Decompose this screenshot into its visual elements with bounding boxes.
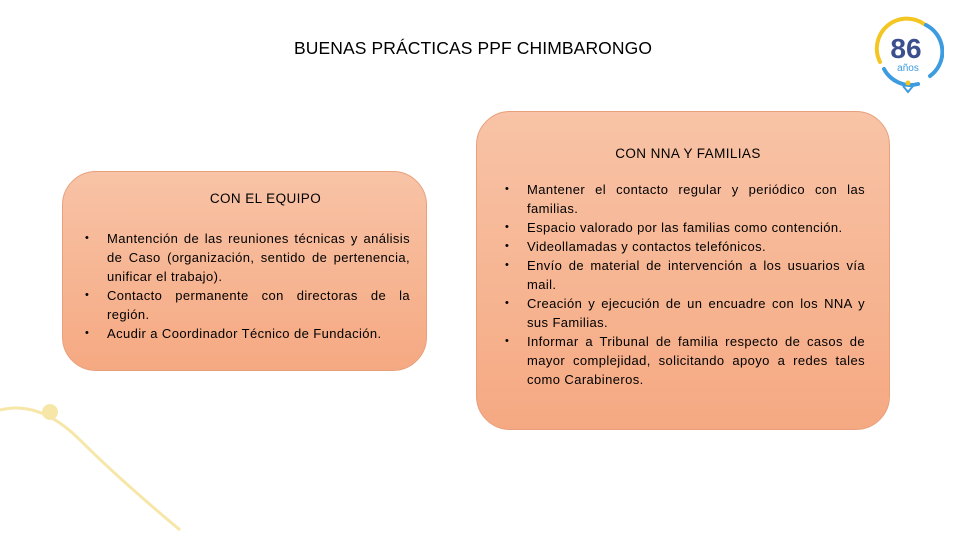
list-item: • Videollamadas y contactos telefónicos.	[501, 237, 865, 256]
list-item: • Envío de material de intervención a los usuarios vía mail.	[501, 256, 865, 294]
list-item: • Acudir a Coordinador Técnico de Fundación.	[81, 324, 410, 343]
logo-subtitle: años	[897, 63, 919, 74]
list-item: • Informar a Tribunal de familia respecto de casos de mayor complejidad, solicitando apoyo a redes tales como Carabineros.	[501, 332, 865, 389]
families-box	[476, 111, 890, 430]
list-item: • Contacto permanente con directoras de la región.	[81, 286, 410, 324]
page-title: BUENAS PRÁCTICAS PPF CHIMBARONGO	[293, 38, 653, 58]
team-box	[62, 171, 427, 371]
list-item: • Mantención de las reuniones técnicas y análisis de Caso (organización, sentido de pertenencia, unificar el trabajo).	[81, 229, 410, 286]
decorative-curve	[0, 380, 320, 540]
list-item: • Creación y ejecución de un encuadre con los NNA y sus Familias.	[501, 294, 865, 332]
anniversary-logo	[872, 14, 944, 94]
list-item: • Mantener el contacto regular y periódico con las familias.	[501, 180, 865, 218]
families-box-title: CON NNA Y FAMILIAS	[615, 146, 761, 161]
team-list	[81, 229, 410, 343]
team-box-title: CON EL EQUIPO	[209, 191, 322, 206]
families-list	[501, 180, 865, 389]
logo-number: 86	[890, 33, 922, 64]
list-item: • Espacio valorado por las familias como contención.	[501, 218, 865, 237]
